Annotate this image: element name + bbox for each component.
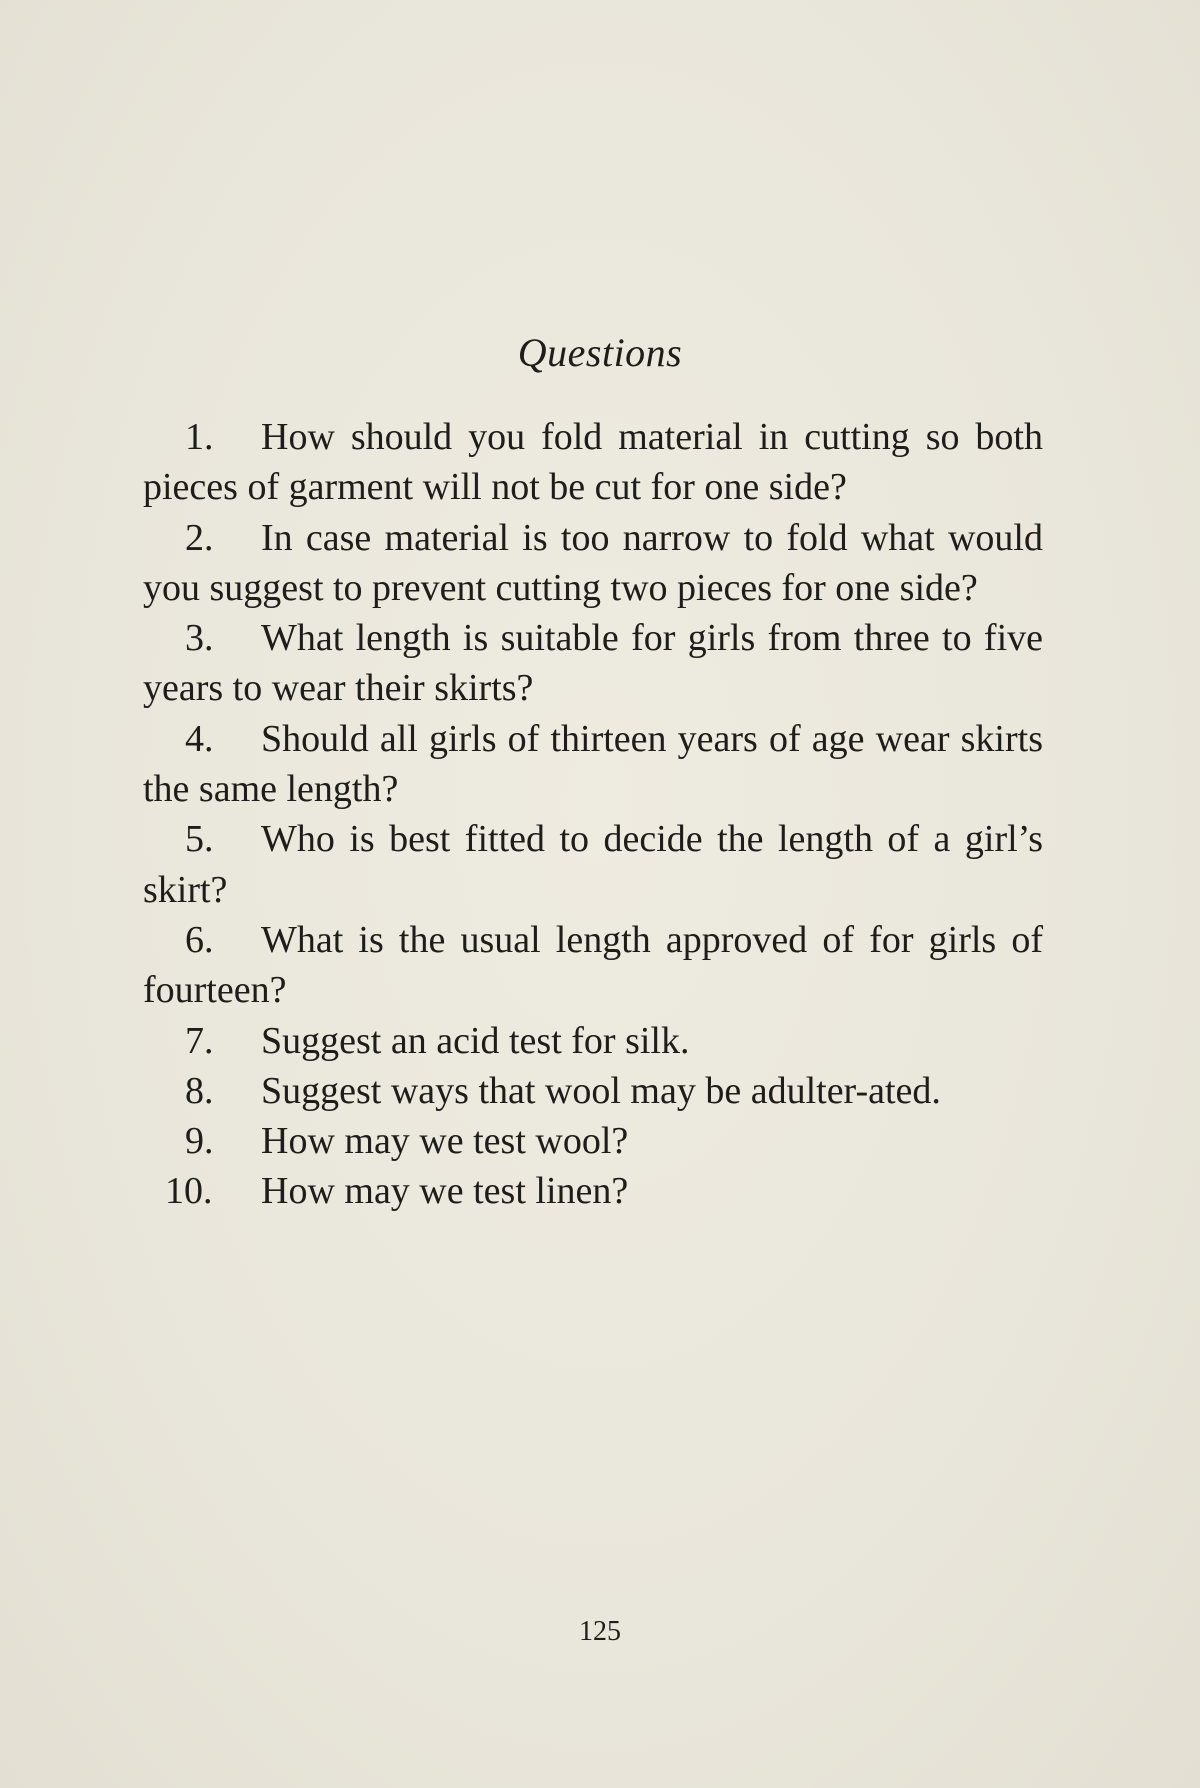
question-number: 5.	[185, 818, 214, 861]
question-number: 9.	[185, 1120, 214, 1163]
question-item	[143, 513, 1043, 614]
question-number: 7.	[185, 1019, 214, 1062]
question-text: How should you fold material in cutting so both pieces of garment will not be cut for one side?	[143, 416, 1043, 509]
question-item	[143, 915, 1043, 1016]
question-item	[143, 814, 1043, 915]
question-number: 1.	[185, 416, 214, 458]
question-number: 4.	[185, 717, 214, 760]
question-item	[143, 613, 1043, 714]
question-item	[143, 1016, 1043, 1066]
question-number: 6.	[185, 918, 214, 961]
question-number: 10.	[165, 1170, 213, 1213]
question-text: In case material is too narrow to fold what would you suggest to prevent cutting two pieces for one side?	[143, 516, 1043, 609]
question-item	[143, 412, 1043, 513]
question-text: How may we test wool?	[261, 1120, 629, 1163]
page-title: Questions	[517, 330, 683, 375]
question-item	[143, 1116, 1043, 1166]
questions-list	[143, 412, 1043, 1217]
question-text: Suggest an acid test for silk.	[261, 1019, 690, 1062]
question-item	[143, 1066, 1043, 1116]
page-number: 125	[579, 1616, 621, 1647]
question-text: What length is suitable for girls from three to five years to wear their skirts?	[143, 617, 1043, 710]
question-item	[143, 714, 1043, 815]
question-text: Should all girls of thirteen years of age wear skirts the same length?	[143, 717, 1043, 811]
question-number: 3.	[185, 617, 214, 660]
question-number: 2.	[185, 516, 214, 559]
question-text: Suggest ways that wool may be adulter-ated.	[261, 1069, 941, 1112]
question-text: How may we test linen?	[261, 1170, 629, 1213]
question-text: Who is best fitted to decide the length of a girl’s skirt?	[143, 818, 1043, 911]
question-text: What is the usual length approved of for girls of fourteen?	[143, 918, 1043, 1012]
question-number: 8.	[185, 1069, 214, 1112]
question-item	[143, 1166, 1043, 1216]
